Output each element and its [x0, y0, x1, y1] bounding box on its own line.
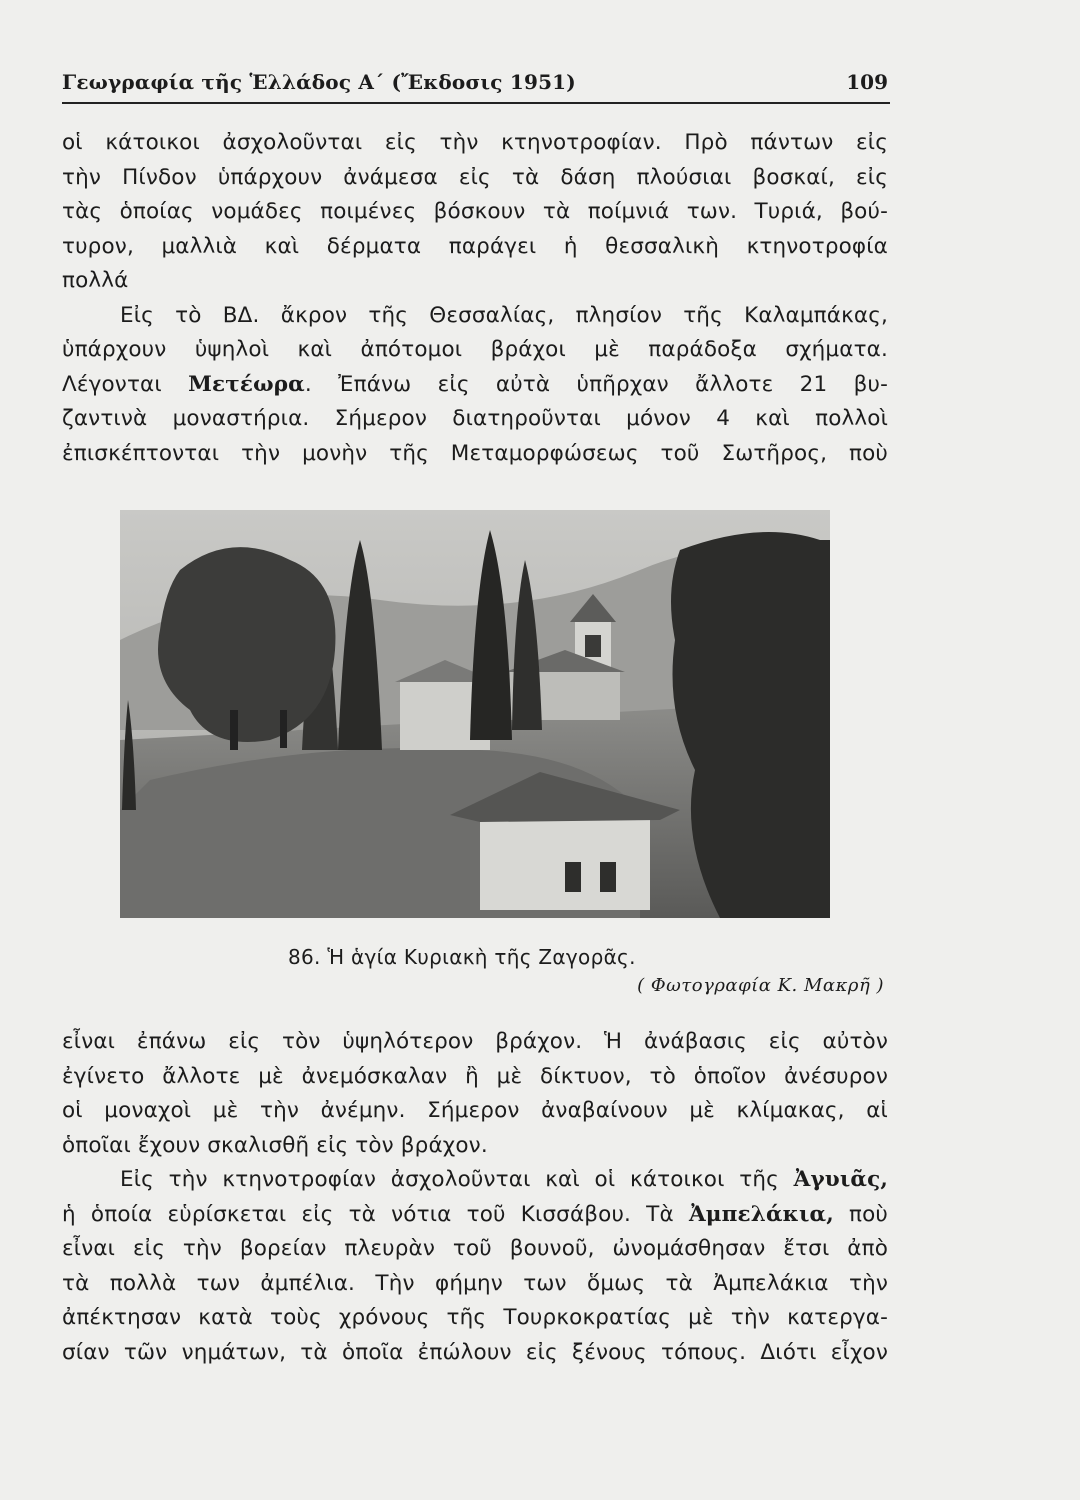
text-line: οἱ μοναχοὶ μὲ τὴν ἀνέμην. Σήμερον ἀναβαίνουν μὲ κλίμακας, αἱ [62, 1098, 888, 1123]
bold-term: Ἀμπελάκια, [688, 1201, 834, 1227]
figure-caption: 86. Ἡ ἁγία Κυριακὴ τῆς Ζαγορᾶς. [288, 945, 636, 969]
text-line: Εἰς τὸ ΒΔ. ἄκρον τῆς Θεσσαλίας, πλησίον τῆς Καλαμπάκας, [120, 302, 888, 328]
text-run: Εἰς τὴν κτηνοτροφίαν ἀσχολοῦνται καὶ οἱ κάτοικοι τῆς [120, 1167, 794, 1192]
text-line: εἶναι ἐπάνω εἰς τὸν ὑψηλότερον βράχον. Ἡ ἀνάβασις εἰς αὐτὸν [62, 1029, 888, 1054]
text-line: σίαν τῶν νημάτων, τὰ ὁποῖα ἐπώλουν εἰς ξένους τόπους. Διότι εἶχον [62, 1339, 888, 1365]
text-line: οἱ κάτοικοι ἀσχολοῦνται εἰς τὴν κτηνοτροφίαν. Πρὸ πάντων εἰς [62, 130, 888, 155]
text-line: ἐγίνετο ἄλλοτε μὲ ἀνεμόσκαλαν ἢ μὲ δίκτυον, τὸ ὁποῖον ἀνέσυρον [62, 1063, 888, 1089]
text-run: ἡ ὁποία εὑρίσκεται εἰς τὰ νότια τοῦ Κισσάβου. Τὰ [62, 1201, 689, 1227]
text-line: ἐπισκέπτονται τὴν μονὴν τῆς Μεταμορφώσεως τοῦ Σωτῆρος, ποὺ [62, 440, 888, 466]
text-block-top [62, 126, 888, 471]
text-line: ἀπέκτησαν κατὰ τοὺς χρόνους τῆς Τουρκοκρατίας μὲ τὴν κατεργα- [62, 1305, 888, 1330]
text-run: . Ἐπάνω εἰς αὐτὰ ὑπῆρχαν ἄλλοτε 21 βυ- [304, 371, 888, 397]
monastery-photo [120, 510, 830, 918]
photo-credit: ( Φωτογραφία Κ. Μακρῆ ) [637, 975, 884, 996]
text-line: εἶναι εἰς τὴν βορείαν πλευρὰν τοῦ βουνοῦ, ὠνομάσθησαν ἔτσι ἀπὸ [62, 1236, 888, 1261]
text-line: ὁποῖαι ἔχουν σκαλισθῆ εἰς τὸν βράχον. [62, 1132, 488, 1158]
text-run: ποὺ [833, 1201, 888, 1227]
text-line: ζαντινὰ μοναστήρια. Σήμερον διατηροῦνται μόνον 4 καὶ πολλοὶ [62, 406, 888, 431]
text-line: τυρον, μαλλιὰ καὶ δέρματα παράγει ἡ θεσσαλικὴ κτηνοτροφία [62, 233, 888, 259]
text-line: πολλά [62, 268, 129, 293]
text-line: τὰς ὁποίας νομάδες ποιμένες βόσκουν τὰ ποίμνιά των. Τυριά, βού- [62, 199, 888, 224]
running-header [62, 68, 890, 104]
photo-illustration [120, 510, 830, 918]
text-line [62, 1198, 888, 1233]
text-line: τὰ πολλὰ των ἀμπέλια. Τὴν φήμην των ὅμως τὰ Ἀμπελάκια τὴν [62, 1270, 888, 1296]
running-title: Γεωγραφία τῆς Ἑλλάδος Α΄ (Ἔκδοσις 1951) [62, 70, 576, 94]
page-number: 109 [846, 70, 888, 94]
text-line: τὴν Πίνδον ὑπάρχουν ἀνάμεσα εἰς τὰ δάση πλούσιαι βοσκαί, εἰς [62, 164, 888, 190]
text-block-bottom [62, 1025, 888, 1370]
text-run: Λέγονται [62, 371, 189, 397]
text-line [62, 368, 888, 403]
text-line [62, 1163, 888, 1198]
bold-term: Ἀγυιᾶς, [793, 1167, 888, 1192]
bold-term: Μετέωρα [188, 371, 305, 397]
text-line: ὑπάρχουν ὑψηλοὶ καὶ ἀπότομοι βράχοι μὲ παράδοξα σχήματα. [62, 337, 888, 362]
